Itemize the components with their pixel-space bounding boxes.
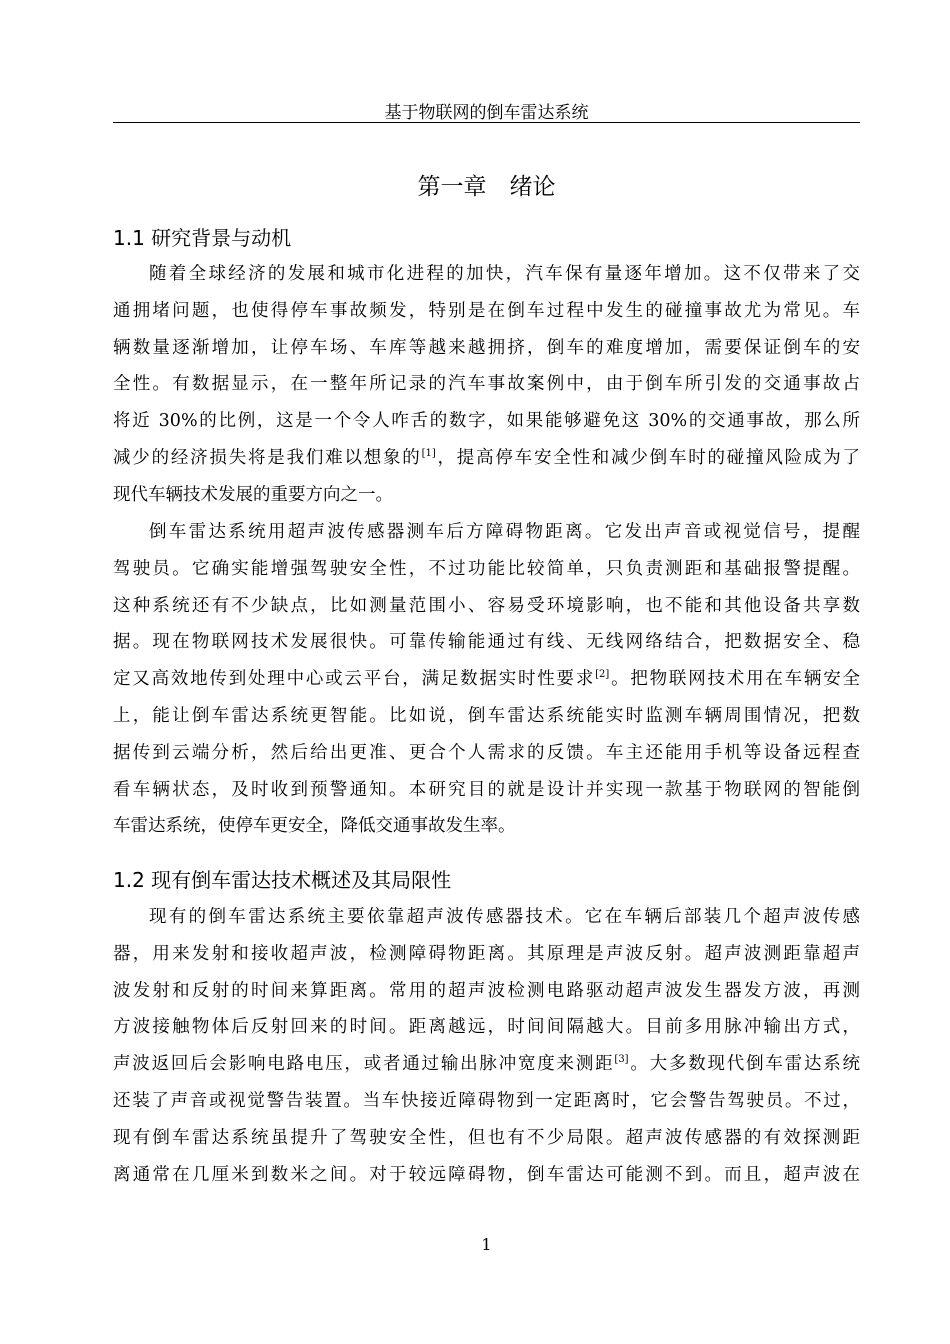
text-line: 随着全球经济的发展和城市化进程的加快，汽车保有量逐年增加。这不仅带来了交 [149,264,860,284]
text-line: 全性。有数据显示，在一整年所记录的汽车事故案例中，由于倒车所引发的交通事故占 [113,374,860,395]
text-line [113,1046,860,1083]
section-heading-1-1: 1.1 研究背景与动机 [113,226,292,250]
paragraph [113,899,860,1193]
text-line: 辆数量逐渐增加，让停车场、车库等越来越拥挤，倒车的难度增加，需要保证倒车的安 [113,337,860,358]
citation: [1] [421,447,436,459]
text-line: 上，能让倒车雷达系统更智能。比如说，倒车雷达系统能实时监测车辆周围情况，把数 [113,705,860,726]
running-header: 基于物联网的倒车雷达系统 [384,103,589,123]
text-line: 现代车辆技术发展的重要方向之一。 [113,484,393,505]
text-line: 驾驶员。它确实能增强驾驶安全性，不过功能比较简单，只负责测距和基础报警提醒。 [113,558,860,579]
line-text: 声波返回后会影响电路电压，或者通过输出脉冲宽度来测距 [113,1054,615,1075]
text-line: 波发射和反射的时间来算距离。常用的超声波检测电路驱动超声波发生器发方波，再测 [113,980,860,1001]
line-text: 减少的经济损失将是我们难以想象的 [113,447,422,468]
text-line: 器，用来发射和接收超声波，检测障碍物距离。其原理是声波反射。超声波测距靠超声 [113,943,860,964]
text-line [113,440,860,477]
text-line: 车雷达系统，使停车更安全，降低交通事故发生率。 [113,816,516,837]
text-line: 这种系统还有不少缺点，比如测量范围小、容易受环境影响，也不能和其他设备共享数 [113,595,860,616]
page-number: 1 [481,1235,492,1254]
text-line: 将近 30%的比例，这是一个令人咋舌的数字，如果能够避免这 30%的交通事故，那么所 [113,411,860,432]
header-rule [113,122,860,123]
line-text: 定又高效地传到处理中心或云平台，满足数据实时性要求 [113,669,596,690]
text-line: 倒车雷达系统用超声波传感器测车后方障碍物距离。它发出声音或视觉信号，提醒 [149,522,860,542]
text-line: 离通常在几厘米到数米之间。对于较远障碍物，倒车雷达可能测不到。而且，超声波在 [113,1164,860,1185]
text-line: 还装了声音或视觉警告装置。当车快接近障碍物到一定距离时，它会警告驾驶员。不过， [113,1090,860,1111]
citation: [2] [595,669,610,681]
text-line: 据。现在物联网技术发展很快。可靠传输能通过有线、无线网络结合，把数据安全、稳 [113,632,860,653]
paragraph [113,256,860,514]
chapter-title: 第一章 绪论 [417,174,556,200]
text-line: 现有的倒车雷达系统主要依靠超声波传感器技术。它在车辆后部装几个超声波传感 [149,907,860,927]
citation: [3] [614,1054,629,1066]
text-line [113,661,860,698]
section-heading-1-2: 1.2 现有倒车雷达技术概述及其局限性 [113,868,452,892]
text-line: 方波接触物体后反射回来的时间。距离越远，时间间隔越大。目前多用脉冲输出方式， [113,1017,860,1038]
text-line: 现有倒车雷达系统虽提升了驾驶安全性，但也有不少局限。超声波传感器的有效探测距 [113,1127,860,1148]
line-text-after: 。大多数现代倒车雷达系统 [628,1054,861,1075]
line-text-after: 。把物联网技术用在车辆安全 [609,669,861,690]
text-line: 看车辆状态，及时收到预警通知。本研究目的就是设计并实现一款基于物联网的智能倒 [113,779,860,800]
paragraph [113,514,860,845]
text-line: 通拥堵问题，也使得停车事故频发，特别是在倒车过程中发生的碰撞事故尤为常见。车 [113,300,860,321]
text-line: 据传到云端分析，然后给出更准、更合个人需求的反馈。车主还能用手机等设备远程查 [113,742,860,763]
line-text-after: ，提高停车安全性和减少倒车时的碰撞风险成为了 [435,447,861,468]
